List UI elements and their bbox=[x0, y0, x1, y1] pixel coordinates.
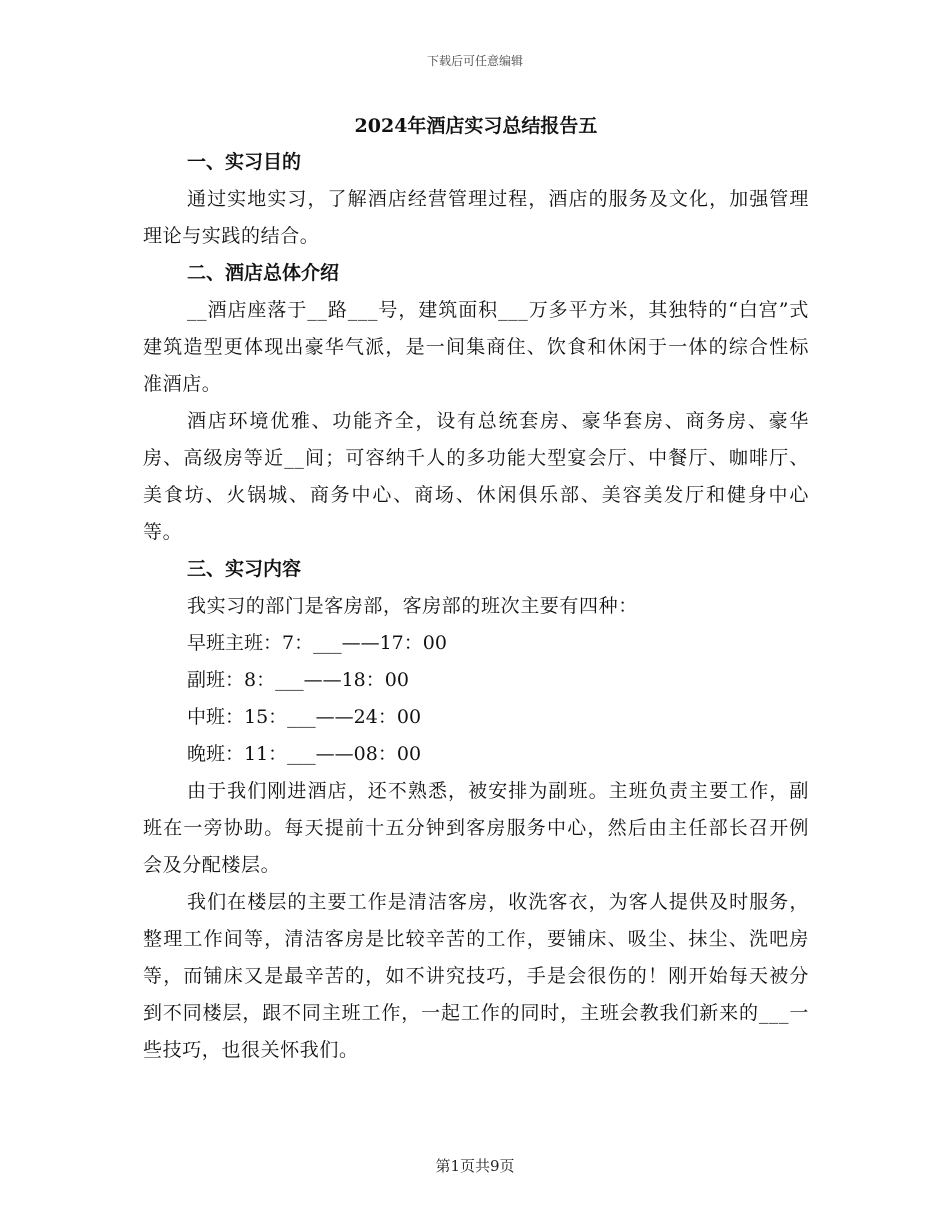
shift-item-middle: 中班：15：___——24：00 bbox=[187, 706, 422, 728]
section-heading-purpose: 一、实习目的 bbox=[187, 151, 302, 173]
document-title: 2024年酒店实习总结报告五 bbox=[354, 115, 598, 137]
page-number-footer: 第1页共9页 bbox=[435, 1157, 515, 1175]
shift-item-night: 晚班：11：___——08：00 bbox=[187, 743, 422, 765]
shift-item-assistant: 副班：8：___——18：00 bbox=[187, 669, 409, 691]
paragraph-shift-intro: 我实习的部门是客房部，客房部的班次主要有四种： bbox=[187, 595, 638, 617]
section-heading-intro: 二、酒店总体介绍 bbox=[187, 262, 340, 284]
section-heading-content: 三、实习内容 bbox=[187, 558, 302, 580]
shift-item-morning: 早班主班：7：___——17：00 bbox=[187, 632, 447, 654]
paragraph-intro-location: __酒店座落于__路___号，建筑面积___万多平方米，其独特的“白宫”式建筑造型更体现出豪华气派，是一间集商住、饮食和休闲于一体的综合性标准酒店。 bbox=[143, 299, 809, 395]
paragraph-purpose: 通过实地实习，了解酒店经营管理过程，酒店的服务及文化，加强管理理论与实践的结合。 bbox=[143, 188, 809, 247]
paragraph-floor-work: 我们在楼层的主要工作是清洁客房，收洗客衣，为客人提供及时服务，整理工作间等，清洁客房是比较辛苦的工作，要铺床、吸尘、抹尘、洗吧房等，而铺床又是最辛苦的，如不讲究技巧，手是会很伤的！刚开始每天被分到不同楼层，跟不同主班工作，一起工作的同时，主班会教我们新来的___一些技巧，也很关怀我们。 bbox=[143, 891, 809, 1061]
paragraph-assignment: 由于我们刚进酒店，还不熟悉，被安排为副班。主班负责主要工作，副班在一旁协助。每天提前十五分钟到客房服务中心，然后由主任部长召开例会及分配楼层。 bbox=[143, 780, 809, 876]
header-note: 下载后可任意编辑 bbox=[426, 54, 523, 68]
document-body bbox=[143, 112, 809, 1069]
paragraph-intro-facilities: 酒店环境优雅、功能齐全，设有总统套房、豪华套房、商务房、豪华房、高级房等近__间；可容纳千人的多功能大型宴会厅、中餐厅、咖啡厅、美食坊、火锅城、商务中心、商场、休闲俱乐部、美容美发厅和健身中心等。 bbox=[143, 410, 809, 543]
